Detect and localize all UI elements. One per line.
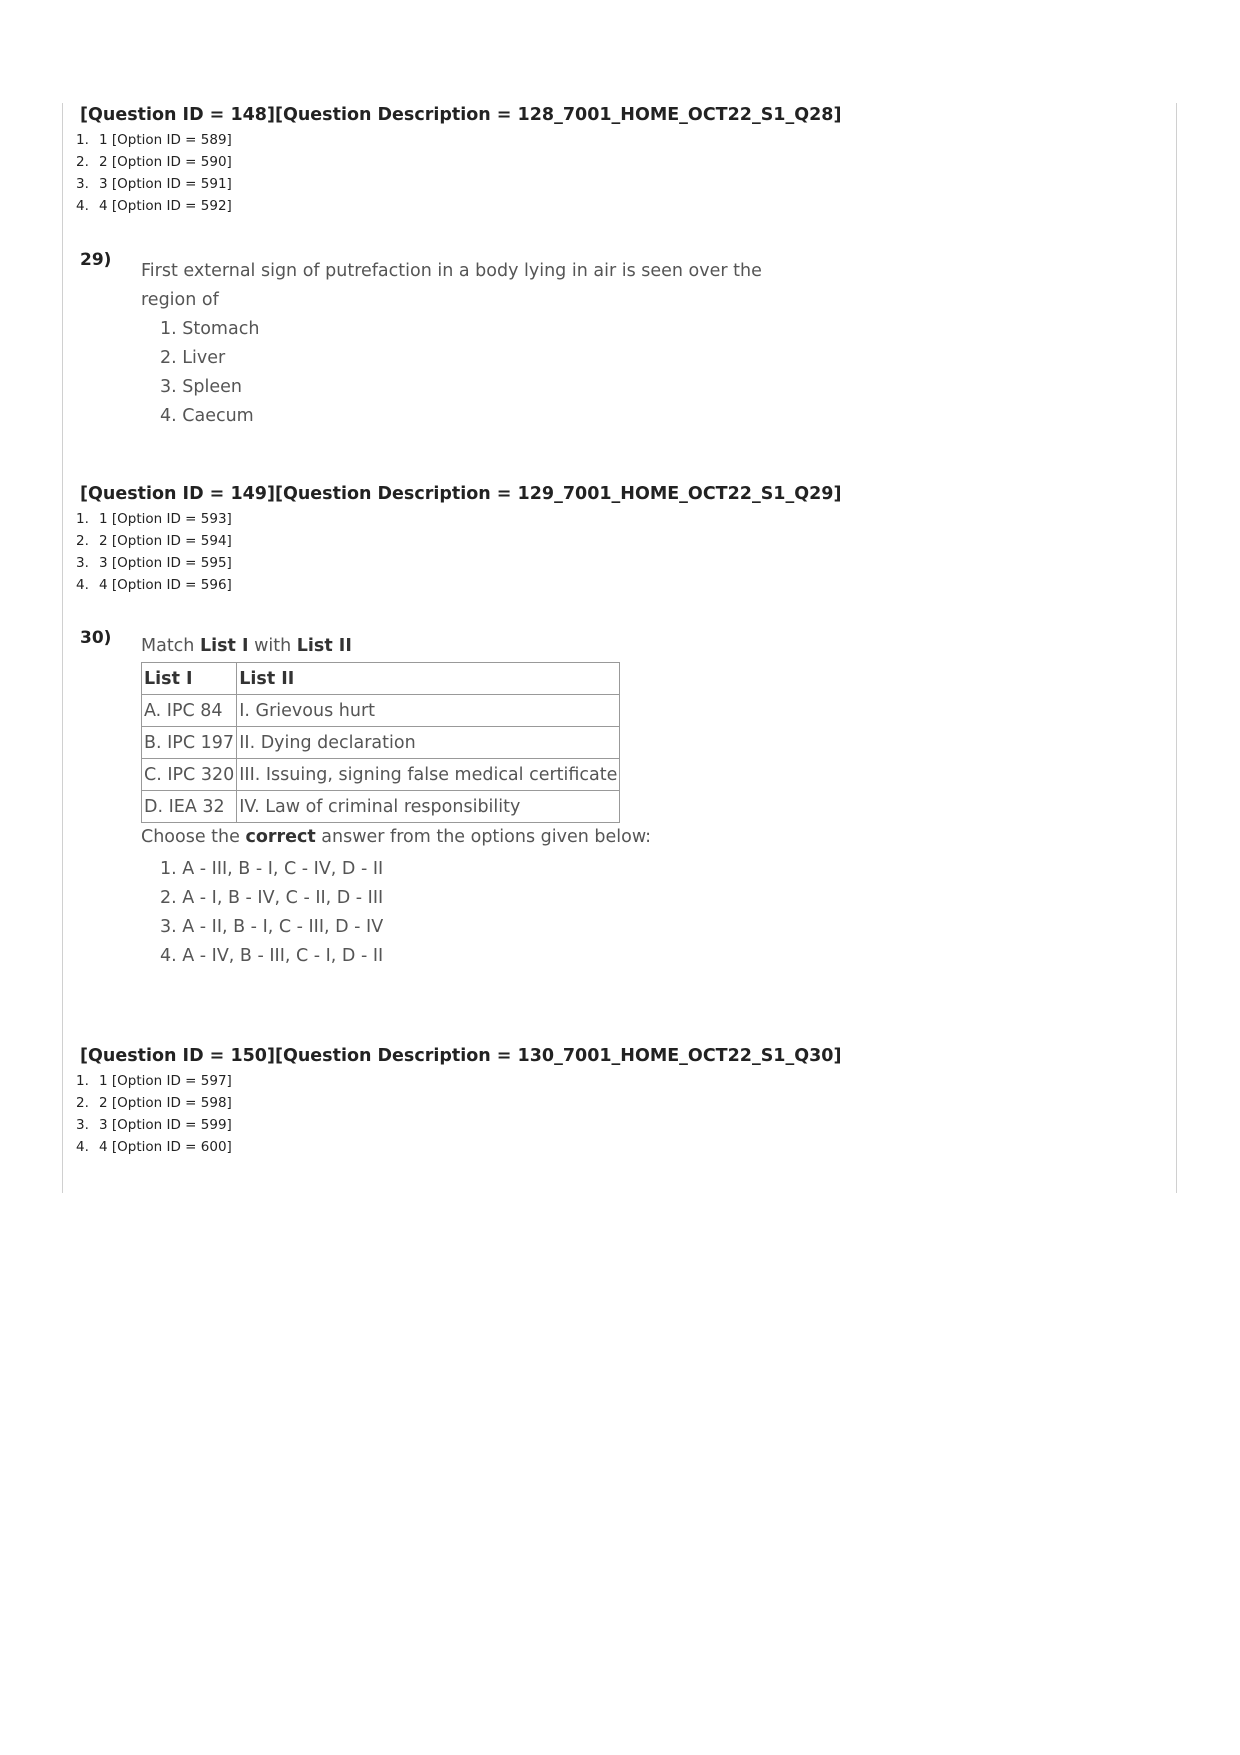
match-table-cell-list-2: I. Grievous hurt [237,695,620,727]
match-table-row [142,695,620,727]
option-item [76,173,232,195]
question-30-choices [160,855,383,971]
choice-item: 2. A - I, B - IV, C - II, D - III [160,888,384,908]
option-item [76,195,232,217]
question-148-option-list [76,129,232,217]
option-item [76,508,232,530]
match-table-row [142,791,620,823]
question-149-option-list [76,508,232,596]
option-number: 4. [76,198,89,214]
match-table-cell-list-1: B. IPC 197 [142,727,237,759]
option-text: 1 [Option ID = 597] [99,1073,232,1089]
choice-item: 4. A - IV, B - III, C - I, D - II [160,946,384,966]
instruction-prefix: Choose the [141,827,246,847]
option-item [76,574,232,596]
choice-item: 2. Liver [160,348,226,368]
match-table-header-row [142,663,620,695]
option-number: 2. [76,1095,89,1111]
option-item [76,151,232,173]
question-30-instruction [141,827,651,847]
option-text: 1 [Option ID = 593] [99,511,232,527]
choice-item: 1. A - III, B - I, C - IV, D - II [160,859,384,879]
option-text: 2 [Option ID = 590] [99,154,232,170]
frame-right-border [1176,103,1177,1193]
option-number: 4. [76,577,89,593]
option-text: 3 [Option ID = 599] [99,1117,232,1133]
question-29-number: 29) [80,250,112,270]
option-text: 4 [Option ID = 596] [99,577,232,593]
option-text: 2 [Option ID = 594] [99,533,232,549]
option-number: 1. [76,1073,89,1089]
match-table-cell-list-2: IV. Law of criminal responsibility [237,791,620,823]
frame-left-border [62,103,63,1193]
question-30-number: 30) [80,628,112,648]
option-text: 3 [Option ID = 591] [99,176,232,192]
option-number: 2. [76,154,89,170]
match-table-cell-list-2: III. Issuing, signing false medical certificate [237,759,620,791]
instruction-bold: correct [245,827,316,847]
option-item [76,530,232,552]
title-list-2: List II [296,636,352,656]
question-150-header: [Question ID = 150][Question Description = 130_7001_HOME_OCT22_S1_Q30] [80,1046,842,1066]
option-number: 2. [76,533,89,549]
question-30-title [141,636,352,656]
match-table-cell-list-1: A. IPC 84 [142,695,237,727]
option-text: 2 [Option ID = 598] [99,1095,232,1111]
instruction-suffix: answer from the options given below: [315,827,652,847]
option-item [76,552,232,574]
option-item [76,1092,232,1114]
choice-item: 3. Spleen [160,377,242,397]
match-table-row [142,727,620,759]
choice-item: 3. A - II, B - I, C - III, D - IV [160,917,384,937]
option-text: 1 [Option ID = 589] [99,132,232,148]
match-table-row [142,759,620,791]
match-table-cell-list-1: C. IPC 320 [142,759,237,791]
option-item [76,1136,232,1158]
option-item [76,129,232,151]
title-prefix: Match [141,636,200,656]
match-table-cell-list-2: II. Dying declaration [237,727,620,759]
option-number: 4. [76,1139,89,1155]
option-text: 4 [Option ID = 600] [99,1139,232,1155]
option-number: 1. [76,511,89,527]
option-number: 3. [76,176,89,192]
match-table [141,662,620,823]
question-29-text [141,257,762,315]
question-148-header: [Question ID = 148][Question Description = 128_7001_HOME_OCT22_S1_Q28] [80,105,842,125]
option-number: 3. [76,555,89,571]
question-29-text-line-2: region of [141,290,219,310]
option-text: 3 [Option ID = 595] [99,555,232,571]
match-table-header-list-1: List I [142,663,237,695]
option-item [76,1070,232,1092]
option-number: 1. [76,132,89,148]
choice-item: 1. Stomach [160,319,260,339]
title-list-1: List I [199,636,249,656]
option-item [76,1114,232,1136]
title-mid: with [248,636,297,656]
choice-item: 4. Caecum [160,406,254,426]
option-text: 4 [Option ID = 592] [99,198,232,214]
match-table-header-list-2: List II [237,663,620,695]
question-29-text-line-1: First external sign of putrefaction in a body lying in air is seen over the [141,261,762,281]
question-29-choices [160,315,259,431]
question-149-header: [Question ID = 149][Question Description = 129_7001_HOME_OCT22_S1_Q29] [80,484,842,504]
option-number: 3. [76,1117,89,1133]
match-table-cell-list-1: D. IEA 32 [142,791,237,823]
question-150-option-list [76,1070,232,1158]
